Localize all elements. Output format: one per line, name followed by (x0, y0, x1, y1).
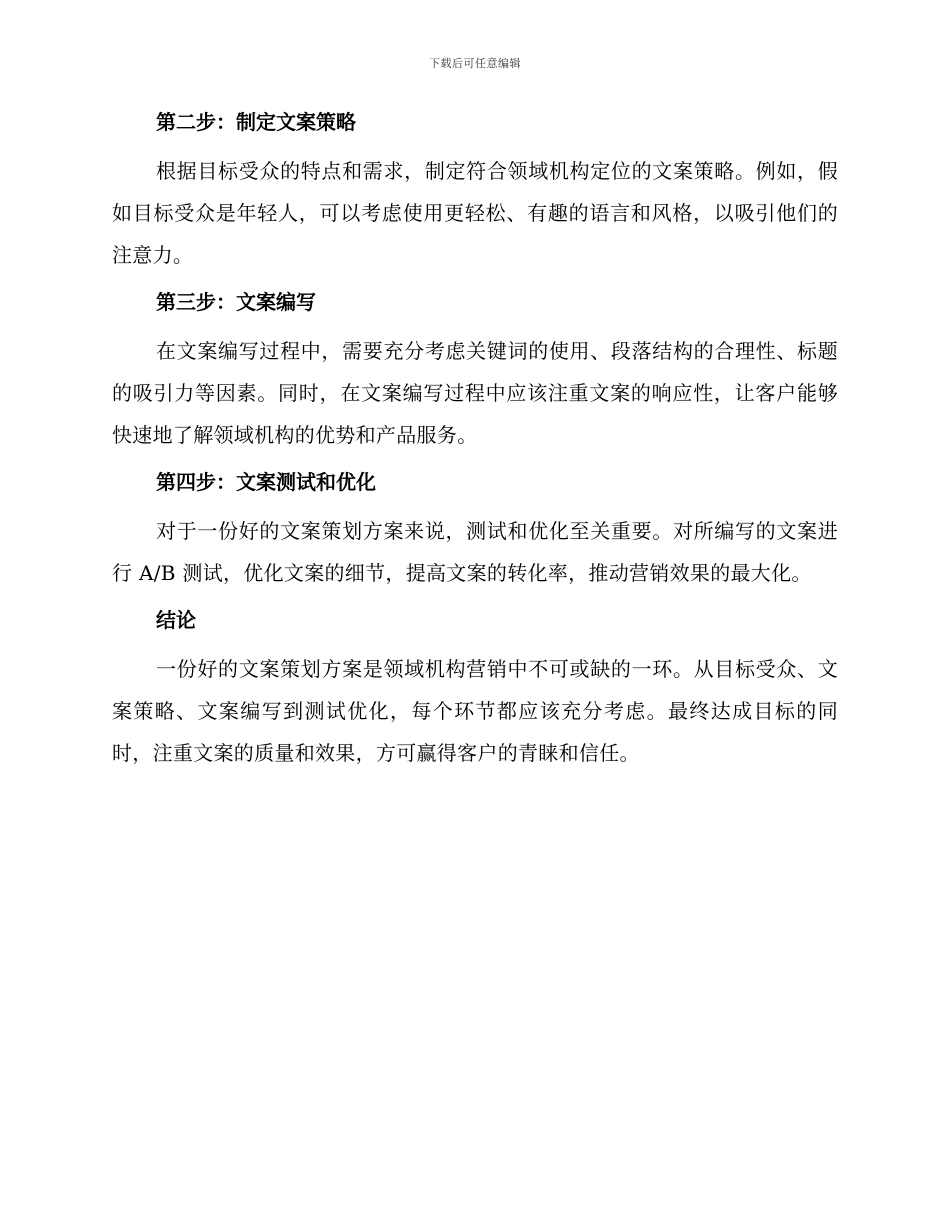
page-header: 下载后可任意编辑 (429, 57, 521, 70)
section-heading: 第三步：文案编写 (156, 290, 316, 314)
section-paragraph: 对于一份好的文案策划方案来说，测试和优化至关重要。对所编写的文案进行 A/B 测试，优化文案的细节，提高文案的转化率，推动营销效果的最大化。 (112, 519, 838, 585)
document-body (112, 108, 838, 786)
section-step-two (112, 108, 838, 276)
section-heading: 第四步：文案测试和优化 (156, 470, 376, 494)
section-step-four (112, 468, 838, 594)
section-paragraph: 在文案编写过程中，需要充分考虑关键词的使用、段落结构的合理性、标题的吸引力等因素。同时，在文案编写过程中应该注重文案的响应性，让客户能够快速地了解领域机构的优势和产品服务。 (112, 339, 838, 447)
section-paragraph: 一份好的文案策划方案是领域机构营销中不可或缺的一环。从目标受众、文案策略、文案编写到测试优化，每个环节都应该充分考虑。最终达成目标的同时，注重文案的质量和效果，方可赢得客户的青睐和信任。 (112, 657, 838, 765)
section-step-three (112, 288, 838, 456)
section-paragraph: 根据目标受众的特点和需求，制定符合领域机构定位的文案策略。例如，假如目标受众是年轻人，可以考虑使用更轻松、有趣的语言和风格，以吸引他们的注意力。 (112, 159, 838, 267)
section-heading: 结论 (156, 608, 196, 632)
section-heading: 第二步：制定文案策略 (156, 110, 356, 134)
section-conclusion (112, 606, 838, 774)
